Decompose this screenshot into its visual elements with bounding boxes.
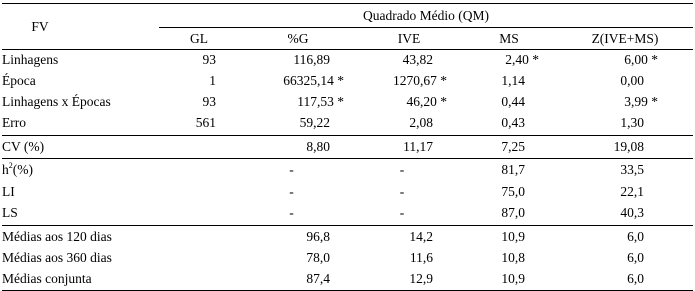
- cell-z: 22,1: [620, 184, 644, 199]
- row-label: CV (%): [2, 139, 45, 154]
- header-col-ms: MS: [499, 31, 519, 46]
- cell-g: 78,0: [306, 250, 330, 265]
- row-label: Erro: [2, 115, 26, 130]
- cell-z: 6,0: [627, 250, 644, 265]
- cell-g: 87,4: [306, 271, 330, 286]
- cell-g: -: [289, 162, 294, 177]
- cell-g: 117,53 *: [297, 94, 344, 109]
- header-col-z: Z(IVE+MS): [591, 31, 659, 46]
- cell-gl: 561: [195, 115, 216, 130]
- cv-bottom-rule: [2, 158, 693, 159]
- cell-ms: 7,25: [501, 139, 525, 154]
- header-fv: FV: [31, 19, 49, 34]
- cell-z: 19,08: [613, 139, 644, 154]
- cell-ive: 1270,67 *: [393, 73, 447, 88]
- cell-ive: 46,20 *: [406, 94, 447, 109]
- row-label-rest: (%): [12, 162, 33, 177]
- cell-ms: 0,43: [501, 115, 525, 130]
- row-label-base: h: [2, 162, 9, 177]
- cell-g: -: [289, 184, 294, 199]
- cell-ms: 75,0: [501, 184, 525, 199]
- cell-g: 8,80: [306, 139, 330, 154]
- cell-z: 3,99 *: [624, 94, 658, 109]
- row-label-superscript: 2: [8, 160, 13, 170]
- cell-ive: 2,08: [409, 115, 433, 130]
- cell-z: 0,00: [620, 73, 644, 88]
- cell-g: 116,89: [293, 52, 330, 67]
- ls-bottom-rule: [2, 225, 693, 226]
- header-col-ive: IVE: [397, 31, 421, 46]
- row-label: Médias conjunta: [2, 271, 92, 286]
- cell-ive: -: [399, 205, 405, 220]
- cell-g: 59,22: [299, 115, 330, 130]
- cell-gl: 93: [202, 52, 216, 67]
- cell-ive: 11,17: [403, 139, 433, 154]
- header-group-label: Quadrado Médio (QM): [363, 8, 489, 23]
- row-label: Linhagens x Épocas: [2, 94, 111, 109]
- cell-z: 40,3: [620, 205, 644, 220]
- header-col-gl: GL: [190, 31, 208, 46]
- cell-ms: 10,8: [501, 250, 525, 265]
- row-label: Médias aos 360 dias: [2, 250, 112, 265]
- row-label: Médias aos 120 dias: [2, 229, 112, 244]
- cell-ms: 10,9: [501, 229, 525, 244]
- cell-z: 6,00 *: [624, 52, 658, 67]
- cell-ms: 10,9: [501, 271, 525, 286]
- error-bottom-rule: [2, 135, 693, 136]
- row-label: LI: [2, 184, 15, 199]
- top-rule: [2, 3, 693, 4]
- header-bottom-rule: [2, 49, 693, 50]
- cell-ms: 81,7: [501, 162, 525, 177]
- cell-g: 96,8: [306, 229, 330, 244]
- cell-g: 66325,14 *: [283, 73, 344, 88]
- cell-ive: 11,6: [409, 250, 433, 265]
- header-col-g: %G: [287, 31, 309, 46]
- cell-ms: 87,0: [501, 205, 525, 220]
- cell-ms: 0,44: [501, 94, 525, 109]
- cell-gl: 1: [209, 73, 216, 88]
- row-label: LS: [2, 205, 18, 220]
- cell-g: -: [289, 205, 294, 220]
- cell-z: 6,0: [627, 271, 644, 286]
- cell-ive: 12,9: [409, 271, 433, 286]
- cell-z: 33,5: [620, 162, 644, 177]
- cell-ive: 14,2: [409, 229, 433, 244]
- cell-z: 6,0: [627, 229, 644, 244]
- cell-ms: 2,40 *: [505, 52, 539, 67]
- cell-ive: 43,82: [402, 52, 433, 67]
- group-rule: [159, 27, 693, 28]
- row-label: [2, 161, 33, 178]
- row-label: Época: [2, 73, 36, 88]
- cell-ive: -: [399, 184, 405, 199]
- cell-ive: -: [399, 162, 405, 177]
- cell-z: 1,30: [620, 115, 644, 130]
- row-label: Linhagens: [2, 52, 59, 67]
- cell-ms: 1,14: [501, 73, 525, 88]
- cell-gl: 93: [202, 94, 216, 109]
